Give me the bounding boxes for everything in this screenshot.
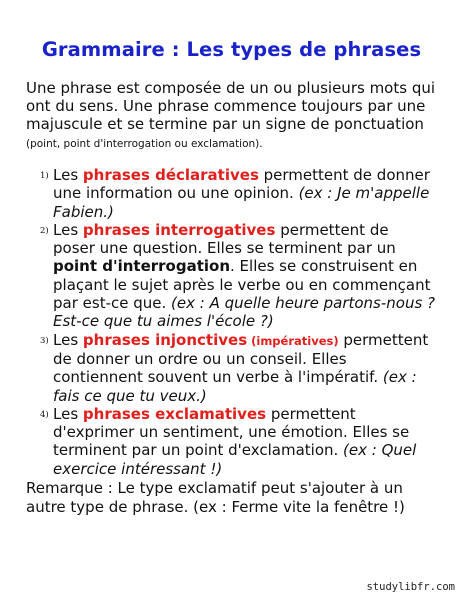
list-item-interrogatives (40, 221, 435, 331)
list-item-injonctives (40, 331, 435, 405)
term-exclamatives: phrases exclamatives (82, 404, 267, 423)
item-prefix: Les (53, 330, 83, 349)
item-number: 1) (40, 171, 49, 181)
item-number: 4) (40, 409, 49, 420)
site-watermark: studylibfr.com (366, 581, 455, 593)
item-text: permettent d'exprimer un sentiment, une émotion. Elles se terminent par un point d'exclamation. (53, 404, 410, 460)
item-text: permettent de donner une information ou une opinion. (53, 166, 430, 203)
term-imperatives: (impératives) (247, 333, 339, 348)
term-declaratives: phrases déclaratives (82, 166, 259, 184)
intro-paragraph (26, 79, 446, 153)
item-bold-text: point d'interrogation (53, 257, 231, 276)
item-number: 3) (40, 335, 49, 346)
item-number: 2) (40, 225, 49, 236)
page-title: Grammaire : Les types de phrases (41, 38, 422, 61)
item-prefix: Les (53, 404, 83, 423)
item-text: permettent de donner un ordre ou un conseil. Elles contiennent souvent un verbe à l'impératif. (53, 330, 429, 387)
item-example: (ex : A quelle heure partons-nous ? Est-ce que tu aimes l'école ?) (53, 294, 436, 331)
sentence-types-list (40, 166, 435, 478)
item-prefix: Les (53, 166, 83, 184)
item-prefix: Les (53, 220, 83, 239)
list-item-exclamatives (40, 405, 435, 478)
term-interrogatives: phrases interrogatives (82, 220, 276, 239)
item-example: (ex : Quel exercice intéressant !) (53, 441, 417, 478)
list-item-declaratives (40, 166, 435, 221)
item-text-continued: . Elles se construisent en plaçant le sujet après le verbe ou en commençant par est-ce que. (53, 257, 431, 313)
intro-text: Une phrase est composée de un ou plusieurs mots qui ont du sens. Une phrase commence toujours par une majuscule et se termine par un signe de ponctuation (26, 79, 436, 133)
term-injonctives: phrases injonctives (82, 330, 248, 349)
intro-note: (point, point d'interrogation ou exclamation). (26, 138, 263, 150)
item-example: (ex : Je m'appelle Fabien.) (53, 184, 430, 221)
remark-paragraph: Remarque : Le type exclamatif peut s'ajouter à un autre type de phrase. (ex : Ferme vite la fenêtre !) (26, 479, 405, 516)
item-text: permettent de poser une question. Elles se terminent par un (53, 220, 396, 258)
item-example: (ex : fais ce que tu veux.) (53, 368, 417, 405)
